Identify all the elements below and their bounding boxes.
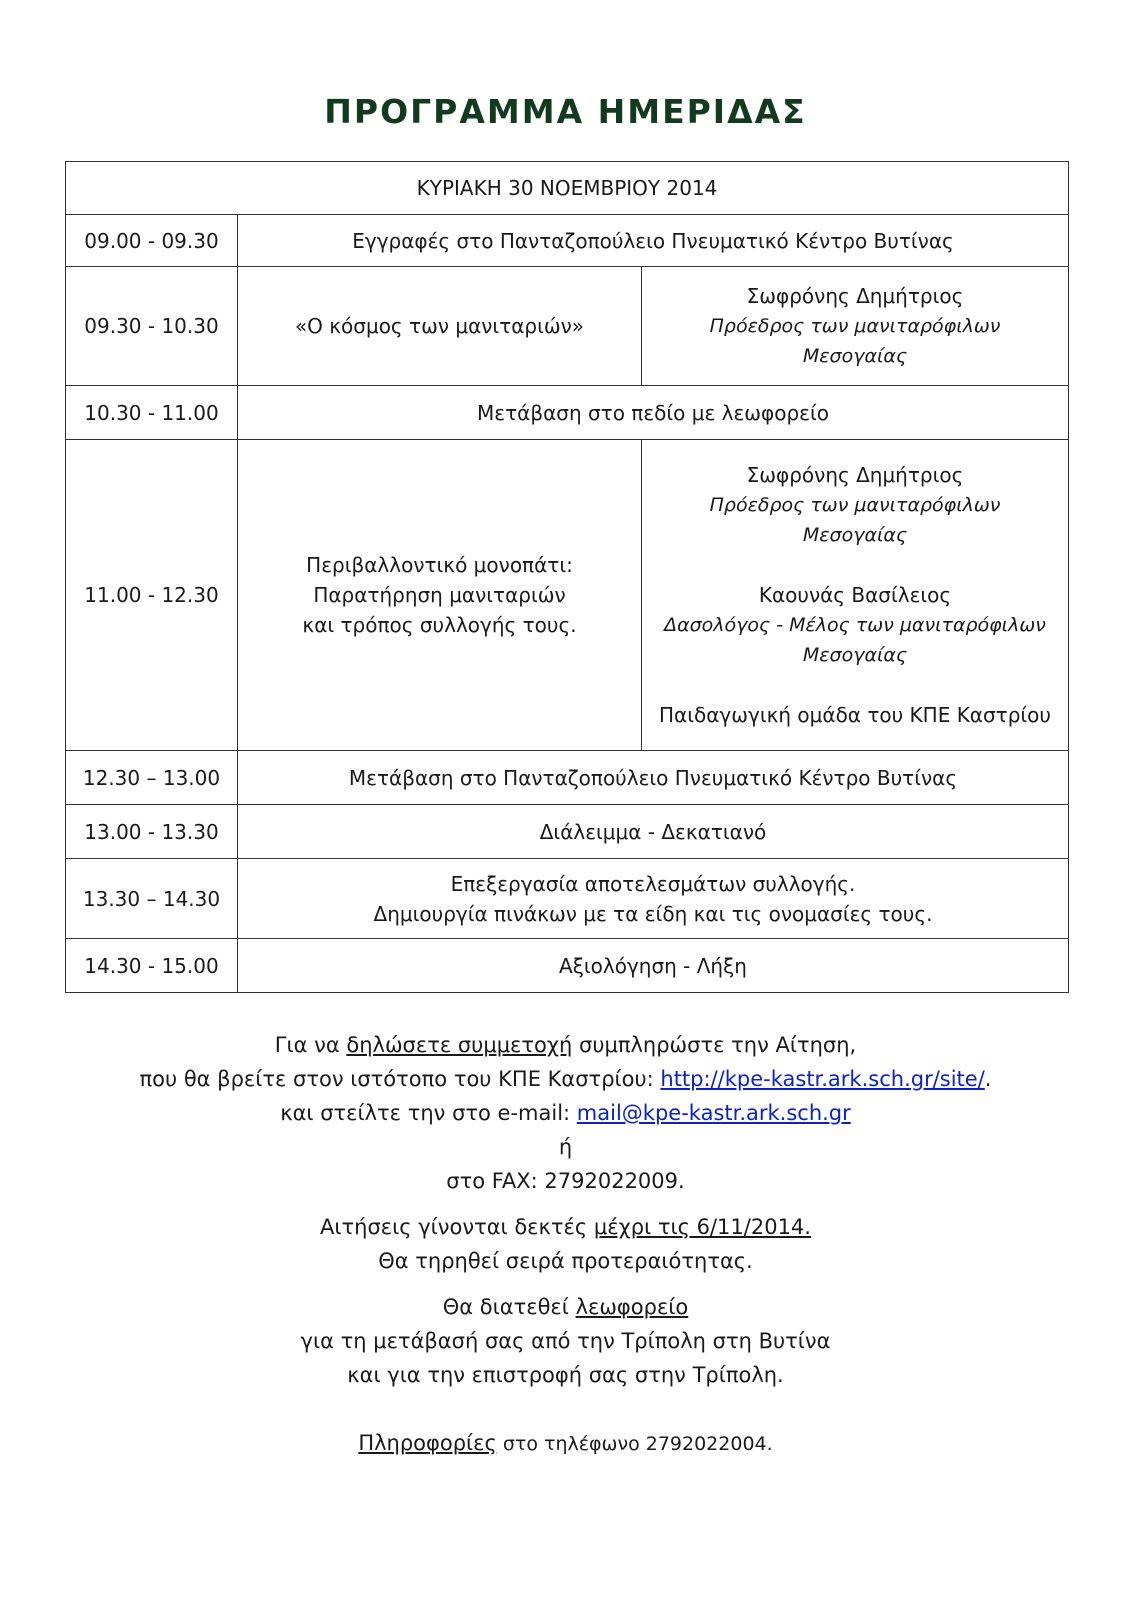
time-cell: 09.30 - 10.30 bbox=[66, 267, 238, 386]
speaker-name: Καουνάς Βασίλειος bbox=[758, 583, 952, 607]
time-cell: 14.30 - 15.00 bbox=[66, 939, 238, 993]
fax-line: στο FAX: 2792022009. bbox=[446, 1169, 685, 1193]
priority-line: Θα τηρηθεί σειρά προτεραιότητας. bbox=[378, 1249, 753, 1273]
speaker-role: Πρόεδρος των μανιταρόφιλων bbox=[709, 494, 1001, 516]
table-row bbox=[66, 805, 1069, 859]
activity-line: Δημιουργία πινάκων με τα είδη και τις ονομασίες τους. bbox=[373, 901, 933, 926]
table-row bbox=[66, 215, 1069, 267]
speaker-role: Δασολόγος - Μέλος των μανιταρόφιλων bbox=[664, 614, 1046, 636]
time-cell: 10.30 - 11.00 bbox=[66, 386, 238, 440]
speaker-name: Σωφρόνης Δημήτριος bbox=[746, 463, 964, 487]
table-row bbox=[66, 939, 1069, 993]
table-row bbox=[66, 386, 1069, 440]
apply-line: Για να δηλώσετε συμμετοχή συμπληρώστε την Αίτηση, bbox=[274, 1033, 857, 1057]
activity-line: Περιβαλλοντικό μονοπάτι: bbox=[306, 553, 573, 577]
info-line: Πληροφορίες στο τηλέφωνο 2792022004. bbox=[358, 1431, 773, 1455]
page-title: ΠΡΟΓΡΑΜΜΑ ΗΜΕΡΙΔΑΣ bbox=[324, 92, 807, 131]
bus-line-2: για τη μετάβασή σας από την Τρίπολη στη Βυτίνα bbox=[300, 1329, 831, 1353]
activity-line: και τρόπος συλλογής τους. bbox=[302, 613, 577, 637]
speaker-role: Πρόεδρος των μανιταρόφιλων bbox=[709, 315, 1001, 337]
table-row bbox=[66, 267, 1069, 386]
info-emphasis: Πληροφορίες bbox=[358, 1431, 497, 1455]
table-row bbox=[66, 859, 1069, 939]
register-emphasis: δηλώσετε συμμετοχή bbox=[346, 1033, 573, 1057]
deadline-date: μέχρι τις 6/11/2014. bbox=[593, 1215, 811, 1239]
time-cell: 12.30 – 13.00 bbox=[66, 751, 238, 805]
or-line: ή bbox=[558, 1135, 573, 1159]
bus-line-3: και για την επιστροφή σας στην Τρίπολη. bbox=[347, 1363, 784, 1387]
schedule-table bbox=[65, 161, 1069, 993]
time-cell: 11.00 - 12.30 bbox=[66, 440, 238, 751]
bus-emphasis: λεωφορείο bbox=[575, 1295, 689, 1319]
activity-cell: «Ο κόσμος των μανιταριών» bbox=[238, 267, 642, 386]
schedule-date: ΚΥΡΙΑΚΗ 30 ΝΟΕΜΒΡΙΟΥ 2014 bbox=[66, 162, 1069, 215]
activity-cell: Μετάβαση στο πεδίο με λεωφορείο bbox=[238, 386, 1069, 440]
time-cell: 13.00 - 13.30 bbox=[66, 805, 238, 859]
activity-cell: Διάλειμμα - Δεκατιανό bbox=[238, 805, 1069, 859]
speaker-cell bbox=[642, 267, 1069, 386]
table-row bbox=[66, 751, 1069, 805]
footer-info bbox=[0, 1028, 1131, 1461]
table-row bbox=[66, 440, 1069, 751]
activity-cell: Μετάβαση στο Πανταζοπούλειο Πνευματικό Κέντρο Βυτίνας bbox=[238, 751, 1069, 805]
activity-cell: Αξιολόγηση - Λήξη bbox=[238, 939, 1069, 993]
activity-line: Επεξεργασία αποτελεσμάτων συλλογής. bbox=[450, 871, 856, 896]
activity-cell: Εγγραφές στο Πανταζοπούλειο Πνευματικό Κέντρο Βυτίνας bbox=[238, 215, 1069, 267]
activity-cell bbox=[238, 440, 642, 751]
deadline-line: Αιτήσεις γίνονται δεκτές μέχρι τις 6/11/2014. bbox=[320, 1215, 811, 1239]
speaker-org: Μεσογαίας bbox=[802, 644, 908, 666]
speaker-cell bbox=[642, 440, 1069, 751]
time-cell: 09.00 - 09.30 bbox=[66, 215, 238, 267]
website-line: που θα βρείτε στον ιστότοπο του ΚΠΕ Καστρίου: http://kpe-kastr.ark.sch.gr/site/. bbox=[139, 1067, 992, 1091]
speaker-name: Σωφρόνης Δημήτριος bbox=[746, 284, 964, 308]
bus-line: Θα διατεθεί λεωφορείο bbox=[442, 1295, 689, 1319]
activity-line: Παρατήρηση μανιταριών bbox=[313, 583, 566, 607]
email-link[interactable]: mail@kpe-kastr.ark.sch.gr bbox=[576, 1101, 851, 1125]
activity-cell bbox=[238, 859, 1069, 939]
speaker-org: Μεσογαίας bbox=[802, 524, 908, 546]
table-header-row bbox=[66, 162, 1069, 215]
website-link[interactable]: http://kpe-kastr.ark.sch.gr/site/ bbox=[660, 1067, 985, 1091]
time-cell: 13.30 – 14.30 bbox=[66, 859, 238, 939]
speaker-org: Μεσογαίας bbox=[802, 345, 908, 367]
email-line: και στείλτε την στο e-mail: mail@kpe-kastr.ark.sch.gr bbox=[280, 1101, 851, 1125]
team-name: Παιδαγωγική ομάδα του ΚΠΕ Καστρίου bbox=[659, 703, 1051, 727]
